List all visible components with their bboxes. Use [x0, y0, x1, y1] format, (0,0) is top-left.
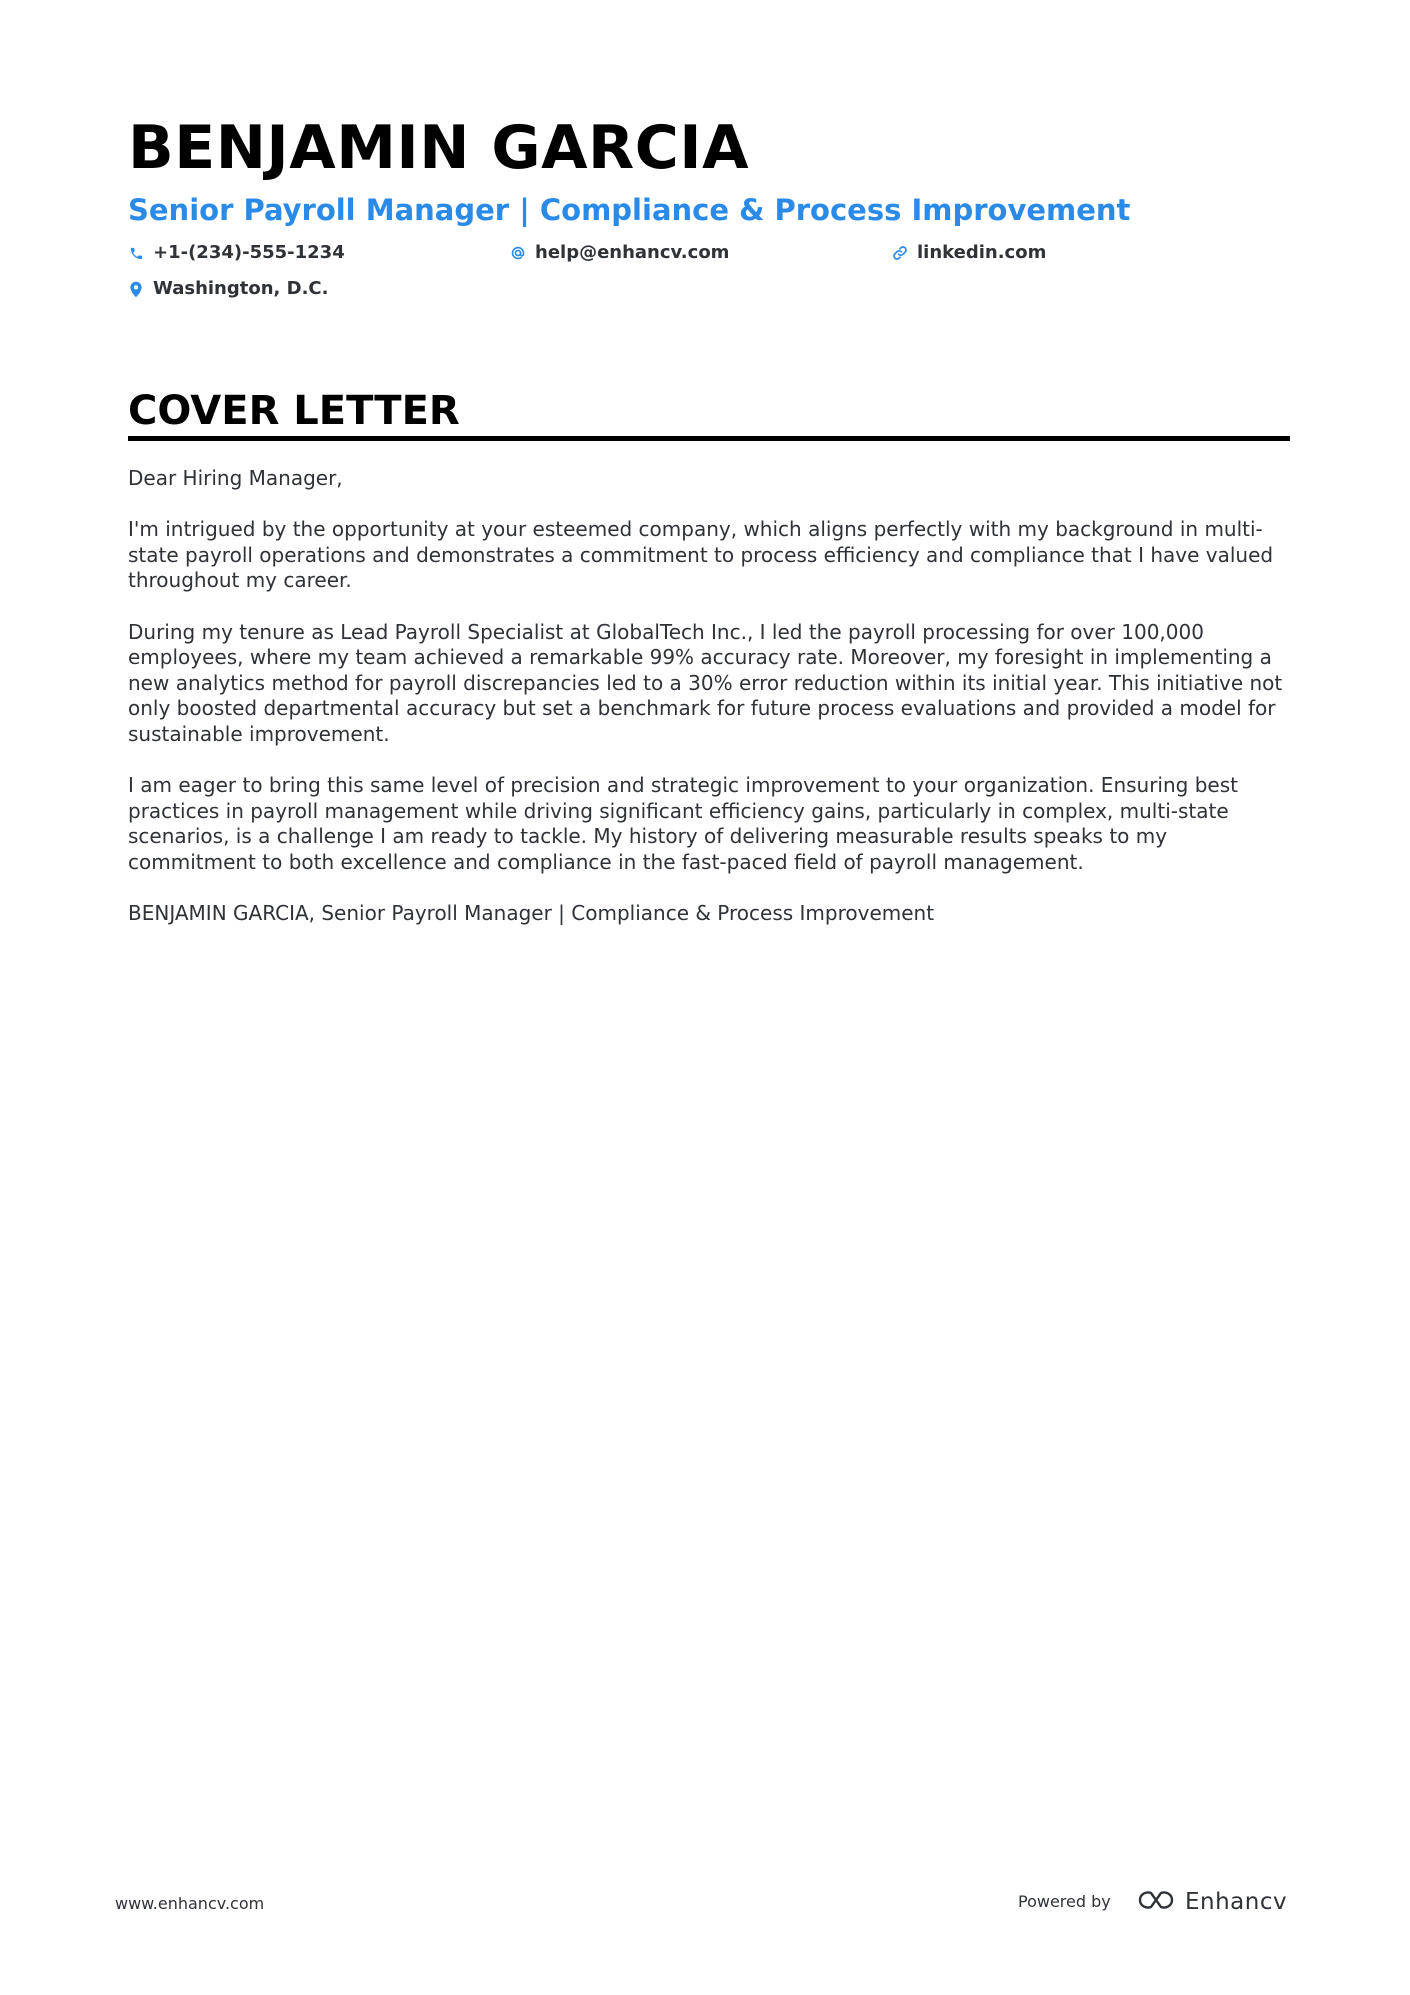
- linkedin-text[interactable]: linkedin.com: [917, 242, 1047, 263]
- candidate-name: BENJAMIN GARCIA: [128, 113, 750, 183]
- section-divider: [128, 436, 1290, 441]
- enhancv-brand[interactable]: [1137, 1888, 1287, 1916]
- letter-greeting: Dear Hiring Manager,: [128, 466, 343, 490]
- location-pin-icon: [128, 281, 144, 297]
- letter-signature: BENJAMIN GARCIA, Senior Payroll Manager | Compliance & Process Improvement: [128, 901, 935, 926]
- letter-body: [128, 466, 1290, 952]
- contact-linkedin: [892, 241, 1046, 265]
- link-icon: [892, 245, 908, 261]
- phone-text: +1-(234)-555-1234: [153, 242, 345, 263]
- email-text[interactable]: help@enhancv.com: [535, 242, 730, 263]
- letter-paragraph: I am eager to bring this same level of precision and strategic improvement to your organization. Ensuring best practices in payroll management while driving significant efficiency gains, particularly in complex, multi-state scenarios, is a challenge I am ready to tackle. My history of delivering measurable results speaks to my commitment to both excellence and compliance in the fast-paced field of payroll management.: [128, 773, 1238, 874]
- candidate-title: Senior Payroll Manager | Compliance & Process Improvement: [128, 193, 1131, 227]
- at-icon: [510, 245, 526, 261]
- letter-paragraph: I'm intrigued by the opportunity at your esteemed company, which aligns perfectly with my background in multi-state payroll operations and demonstrates a commitment to process efficiency and compliance that I have valued throughout my career.: [128, 517, 1274, 593]
- letter-paragraph: During my tenure as Lead Payroll Specialist at GlobalTech Inc., I led the payroll processing for over 100,000 employees, where my team achieved a remarkable 99% accuracy rate. Moreover, my foresight in implementing a new analytics method for payroll discrepancies led to a 30% error reduction within its initial year. This initiative not only boosted departmental accuracy but set a benchmark for future process evaluations and provided a model for sustainable improvement.: [128, 619, 1283, 746]
- location-text: Washington, D.C.: [153, 278, 329, 299]
- brand-name: Enhancv: [1185, 1889, 1288, 1915]
- contact-location: [128, 277, 328, 301]
- phone-icon: [128, 245, 144, 261]
- contact-phone: [128, 241, 345, 265]
- section-title: COVER LETTER: [128, 388, 460, 434]
- contact-email: [510, 241, 729, 265]
- footer-website[interactable]: www.enhancv.com: [115, 1894, 265, 1913]
- powered-by-label: Powered by: [1018, 1892, 1111, 1911]
- enhancv-logo-icon: [1137, 1888, 1175, 1916]
